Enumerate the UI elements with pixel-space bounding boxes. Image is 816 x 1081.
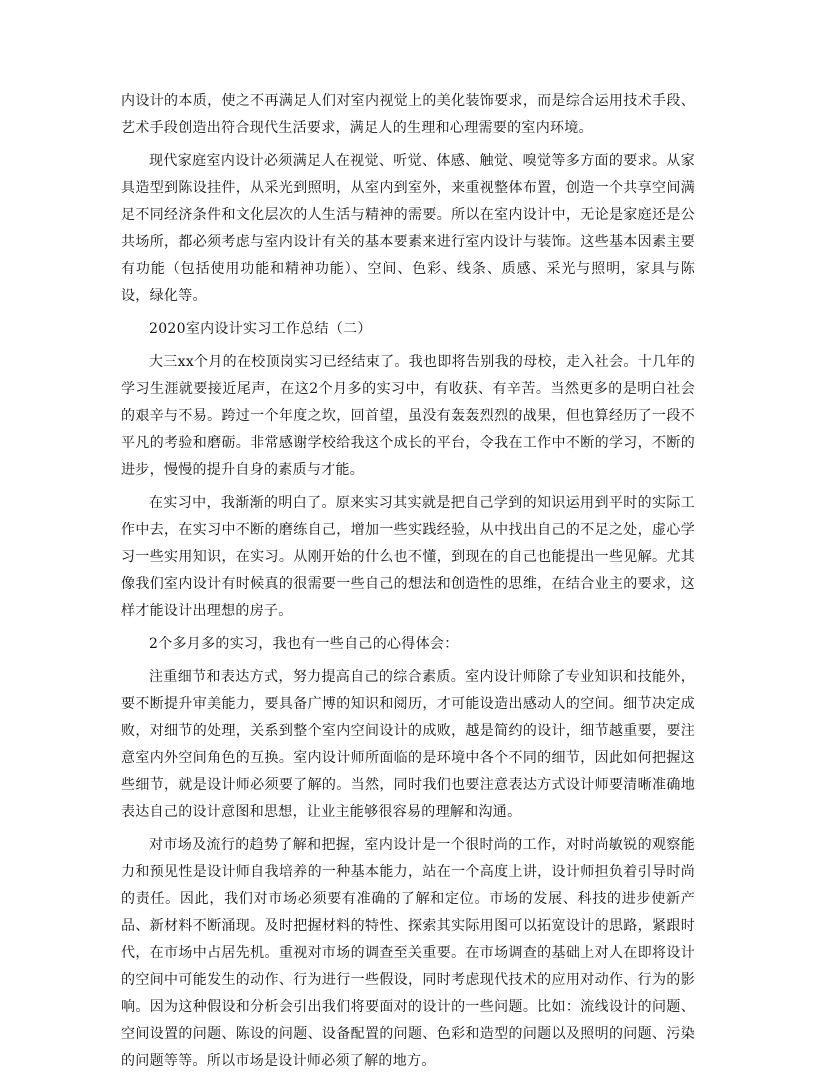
paragraph-internship-ended: 大三xx个月的在校顶岗实习已经结束了。我也即将告别我的母校，走入社会。十几年的学习生涯就要接近尾声，在这2个月多的实习中，有收获、有辛苦。当然更多的是明白社会的艰辛与不易。跨过一个年度之坎，回首望，虽没有轰轰烈烈的战果，但也算经历了一段不平凡的考验和磨砺。非常感谢学校给我这个成长的平台，令我在工作中不断的学习，不断的进步，慢慢的提升自身的素质与才能。 [121, 354, 695, 478]
paragraph-home-design-requirements: 现代家庭室内设计必须满足人在视觉、听觉、体感、触觉、嗅觉等多方面的要求。从家具造型到陈设挂件，从采光到照明，从室内到室外，来重视整体布置，创造一个共享空间满足不同经济条件和文化层次的人生活与精神的需要。所以在室内设计中，无论是家庭还是公共场所，都必须考虑与室内设计有关的基本要素来进行室内设计与装饰。这些基本因素主要有功能（包括使用功能和精神功能）、空间、色彩、线条、质感、采光与照明，家具与陈设，绿化等。 [121, 153, 695, 304]
paragraph-reflections-intro: 2个多月多的实习，我也有一些自己的心得体会： [149, 636, 459, 652]
paragraph-attention-to-detail: 注重细节和表达方式，努力提高自己的综合素质。室内设计师除了专业知识和技能外，要不断提升审美能力，要具备广博的知识和阅历，才可能设造出感动人的空间。细节决定成败，对细节的处理，关系到整个室内空间设计的成败，越是简约的设计，细节越重要，要注意室内外空间角色的互换。室内设计师所面临的是环境中各个不同的细节，因此如何把握这些细节，就是设计师必须要了解的。当然，同时我们也要注意表达方式设计师要清晰准确地表达自己的设计意图和思想，让业主能够很容易的理解和沟通。 [121, 669, 695, 820]
paragraph-internship-understanding: 在实习中，我渐渐的明白了。原来实习其实就是把自己学到的知识运用到平时的实际工作中去，在实习中不断的磨练自己，增加一些实践经验，从中找出自己的不足之处，虚心学习一些实用知识，在实习。从刚开始的什么也不懂，到现在的自己也能提出一些见解。尤其像我们室内设计有时候真的很需要一些自己的想法和创造性的思维，在结合业主的要求，这样才能设计出理想的房子。 [121, 495, 695, 619]
paragraph-market-trends: 对市场及流行的趋势了解和把握，室内设计是一个很时尚的工作，对时尚敏锐的观察能力和预见性是设计师自我培养的一种基本能力，站在一个高度上讲，设计师担负着引导时尚的责任。因此，我们对市场必须要有准确的了解和定位。市场的发展、科技的进步使新产品、新材料不断涌现。及时把握材料的特性、探索其实际用图可以拓宽设计的思路，紧跟时代，在市场中占居先机。重视对市场的调查至关重要。在市场调查的基础上对人在即将设计的空间中可能发生的动作、行为进行一些假设，同时考虑现代技术的应用对动作、行为的影响。因为这种假设和分析会引出我们将要面对的设计的一些问题。比如：流线设计的问题、空间设置的问题、陈设的问题、设备配置的问题、色彩和造型的问题以及照明的问题、污染的问题等等。所以市场是设计师必须了解的地方。 [121, 837, 695, 1069]
document-body [121, 88, 695, 1081]
section-heading: 2020室内设计实习工作总结（二） [149, 321, 372, 337]
paragraph-design-essence: 内设计的本质，使之不再满足人们对室内视觉上的美化装饰要求，而是综合运用技术手段、艺术手段创造出符合现代生活要求，满足人的生理和心理需要的室内环境。 [121, 93, 695, 136]
